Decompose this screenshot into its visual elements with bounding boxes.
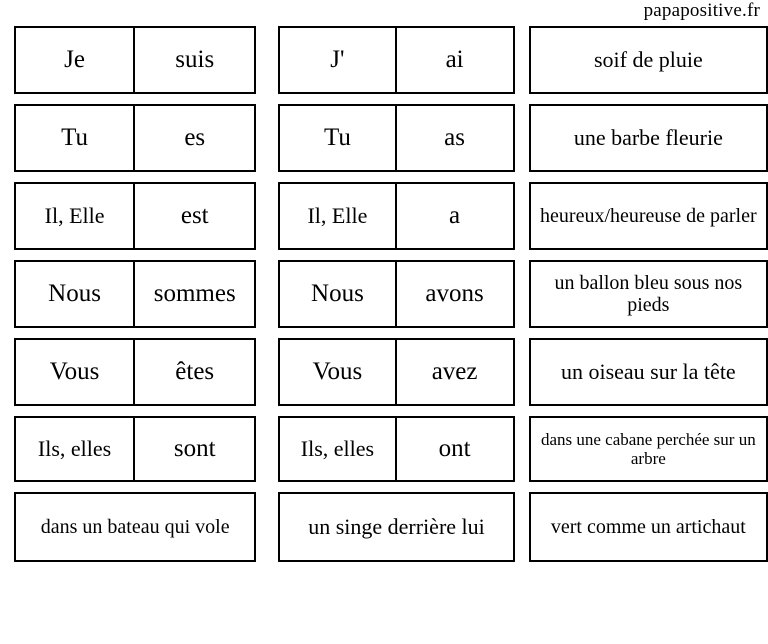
pronoun-cell[interactable]: Vous <box>16 340 135 404</box>
verb-cell[interactable]: avons <box>425 280 484 307</box>
table-row <box>0 182 768 250</box>
complement-group[interactable] <box>529 416 768 482</box>
table-row <box>0 104 768 172</box>
complement-cell[interactable]: une barbe fleurie <box>573 124 723 150</box>
pronoun-cell[interactable]: Tu <box>280 106 396 170</box>
verb-cell[interactable]: êtes <box>175 358 215 385</box>
complement-group[interactable] <box>529 26 768 94</box>
table-row <box>0 492 768 562</box>
table-row <box>0 26 768 94</box>
avoir-group[interactable] <box>278 260 514 328</box>
etre-group[interactable] <box>14 182 256 250</box>
etre-group[interactable] <box>14 338 256 406</box>
etre-group[interactable] <box>14 260 256 328</box>
verb-cell[interactable]: sommes <box>153 280 236 307</box>
pronoun-cell[interactable]: Ils, elles <box>16 418 135 480</box>
avoir-group[interactable] <box>278 26 514 94</box>
avoir-group[interactable] <box>278 338 514 406</box>
pronoun-cell[interactable]: Il, Elle <box>16 184 135 248</box>
verb-cell[interactable]: a <box>449 202 461 229</box>
complement-group[interactable] <box>529 182 768 250</box>
site-watermark: papapositive.fr <box>643 0 760 21</box>
pronoun-cell[interactable]: Je <box>16 28 135 92</box>
verb-cell[interactable]: ont <box>438 435 471 462</box>
table-row <box>0 416 768 482</box>
complement-group[interactable] <box>14 492 256 562</box>
complement-cell[interactable]: dans un bateau qui vole <box>40 515 230 538</box>
pronoun-cell[interactable]: Nous <box>280 262 396 326</box>
pronoun-cell[interactable]: Vous <box>280 340 396 404</box>
complement-group[interactable] <box>529 338 768 406</box>
complement-group[interactable] <box>529 260 768 328</box>
verb-cell[interactable]: sont <box>173 435 216 462</box>
complement-cell[interactable]: vert comme un artichaut <box>550 515 746 538</box>
etre-group[interactable] <box>14 416 256 482</box>
pronoun-cell[interactable]: Ils, elles <box>280 418 396 480</box>
avoir-group[interactable] <box>278 416 514 482</box>
sentence-builder-grid <box>0 26 768 572</box>
verb-cell[interactable]: as <box>444 124 465 151</box>
pronoun-cell[interactable]: J' <box>280 28 396 92</box>
avoir-group[interactable] <box>278 182 514 250</box>
complement-group[interactable] <box>529 104 768 172</box>
avoir-group[interactable] <box>278 104 514 172</box>
etre-group[interactable] <box>14 26 256 94</box>
complement-group[interactable] <box>529 492 768 562</box>
verb-cell[interactable]: est <box>180 202 209 229</box>
verb-cell[interactable]: es <box>184 124 206 151</box>
complement-group[interactable] <box>278 492 514 562</box>
complement-cell[interactable]: un oiseau sur la tête <box>560 358 736 384</box>
verb-cell[interactable]: avez <box>431 358 478 385</box>
etre-group[interactable] <box>14 104 256 172</box>
complement-cell[interactable]: dans une cabane perchée sur un arbre <box>540 429 756 468</box>
complement-cell[interactable]: un singe derrière lui <box>308 513 485 539</box>
table-row <box>0 338 768 406</box>
complement-cell[interactable]: soif de pluie <box>593 46 703 72</box>
table-row <box>0 260 768 328</box>
complement-cell[interactable]: un ballon bleu sous nos pieds <box>554 271 743 316</box>
verb-cell[interactable]: suis <box>175 46 215 73</box>
complement-cell[interactable]: heureux/heureuse de parler <box>540 204 757 227</box>
verb-cell[interactable]: ai <box>445 46 464 73</box>
pronoun-cell[interactable]: Tu <box>16 106 135 170</box>
pronoun-cell[interactable]: Il, Elle <box>280 184 396 248</box>
pronoun-cell[interactable]: Nous <box>16 262 135 326</box>
